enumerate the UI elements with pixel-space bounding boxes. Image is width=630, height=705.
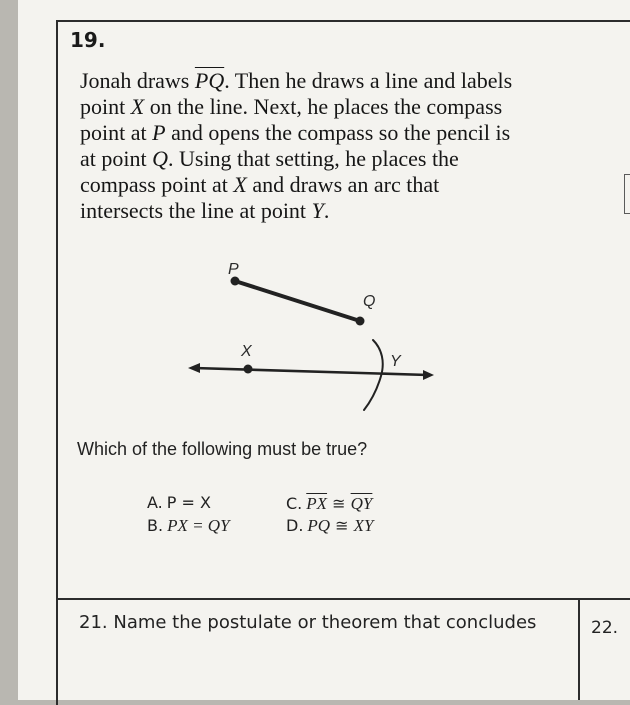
choice-b [147, 517, 230, 534]
problem-text-run: Y [311, 198, 324, 223]
right-margin-mark [624, 174, 630, 214]
problem-text-run: P [152, 120, 166, 145]
problem-text-run: at point [80, 146, 153, 171]
problem-line [80, 198, 590, 224]
next-question-text: 21. Name the postulate or theorem that concludes [79, 612, 537, 633]
choice-text-run: ≅ [330, 516, 354, 535]
choice-text-run: $\overline{PX}$ [306, 494, 328, 513]
problem-line [80, 68, 590, 94]
choice-a [147, 495, 211, 511]
choice-letter: A. [147, 493, 163, 512]
problem-text-run: X [130, 94, 145, 119]
problem-text-run: $\overline{PQ}$ [194, 68, 225, 93]
label-p: P [228, 261, 239, 278]
answer-choices [147, 495, 407, 545]
choice-letter: D. [286, 516, 304, 535]
segment-pq [235, 281, 360, 321]
question-prompt: Which of the following must be true? [77, 439, 368, 459]
question-number: 19. [70, 28, 106, 52]
construction-diagram [180, 250, 450, 420]
compass-arc [364, 340, 383, 410]
line-right-arrow [423, 370, 434, 380]
problem-line [80, 94, 590, 120]
label-y: Y [390, 353, 401, 370]
choice-text-run: ≅ [327, 494, 351, 513]
choice-letter: C. [286, 494, 303, 513]
problem-line [80, 146, 590, 172]
side-question-number: 22. [591, 618, 619, 638]
label-x: X [241, 343, 252, 360]
choice-text-run: PX = QY [167, 516, 230, 535]
problem-text-run: . [323, 198, 330, 223]
choice-letter: B. [147, 516, 164, 535]
column-divider [578, 598, 580, 700]
problem-text-run: and opens the compass so the pencil is [165, 120, 511, 145]
problem-text-run: and draws an arc that [246, 172, 440, 197]
problem-line [80, 172, 590, 198]
problem-text-run: point [80, 94, 131, 119]
choice-text-run: P = X [166, 493, 211, 512]
problem-text-run: compass point at [80, 172, 234, 197]
problem-text-run: Jonah draws [80, 68, 195, 93]
top-border-line [56, 20, 630, 22]
problem-text-run: point at [80, 120, 153, 145]
point-x-dot [244, 365, 253, 374]
line-left-arrow [188, 363, 200, 373]
left-border-line [56, 20, 58, 705]
choice-d [286, 517, 374, 534]
bottom-border-line [56, 598, 630, 600]
problem-text-run: Q [152, 146, 168, 171]
problem-text-run: . Then he draws a line and labels [224, 68, 513, 93]
problem-text-run: intersects the line at point [80, 198, 312, 223]
problem-text-run: X [233, 172, 247, 197]
problem-text-run: . Using that setting, he places the [168, 146, 459, 171]
choice-text-run: XY [353, 516, 374, 535]
problem-text-run: on the line. Next, he places the compass [144, 94, 503, 119]
choice-c [286, 495, 372, 512]
choice-text-run: $\overline{QY}$ [350, 494, 373, 513]
label-q: Q [363, 293, 376, 310]
point-q-dot [356, 317, 365, 326]
choice-text-run: PQ [307, 516, 331, 535]
problem-text [80, 68, 590, 224]
problem-line [80, 120, 590, 146]
